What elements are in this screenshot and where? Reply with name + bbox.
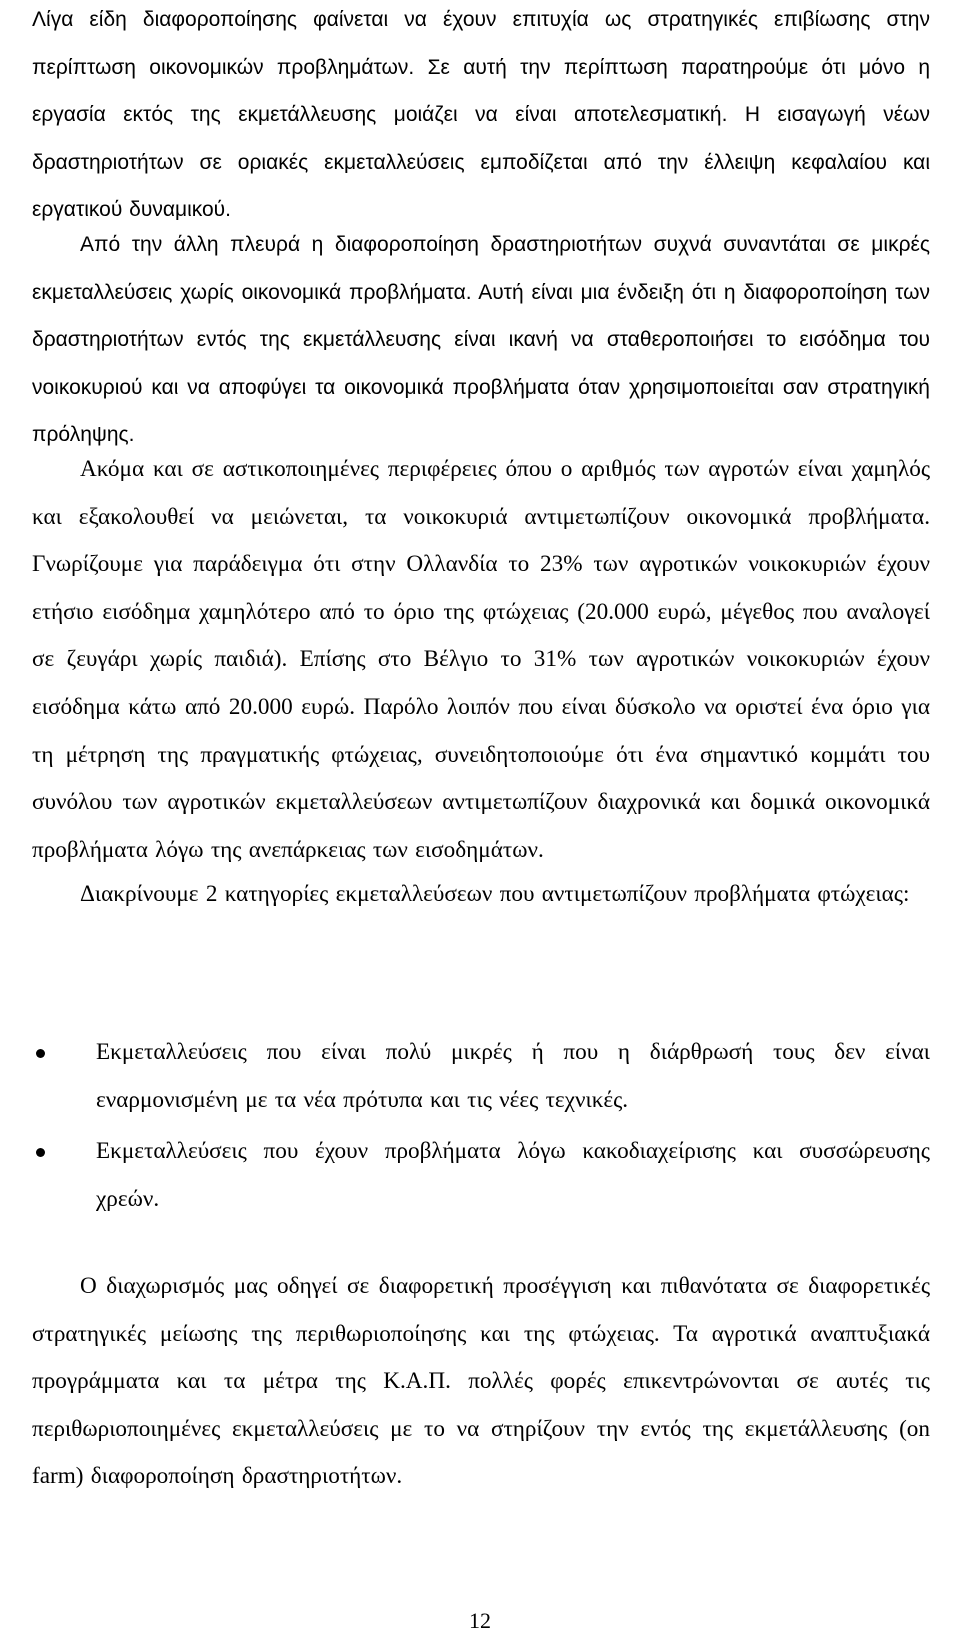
bullet-text: Εκμεταλλεύσεις που είναι πολύ μικρές ή που η διάρθρωσή τους δεν είναι εναρμονισμένη με τα νέα πρότυπα και τις νέες τεχνικές. bbox=[96, 1039, 930, 1113]
paragraph-diversification-survival: Λίγα είδη διαφοροποίησης φαίνεται να έχουν επιτυχία ως στρατηγικές επιβίωσης στην περίπτωση οικονομικών προβλημάτων. Σε αυτή την περίπτωση παρατηρούμε ότι μόνο η εργασία εκτός της εκμετάλλευσης μοιάζει να είναι αποτελεσματική. Η εισαγωγή νέων δραστηριοτήτων σε οριακές εκμεταλλεύσεις εμποδίζεται από την έλλειψη κεφαλαίου και εργατικού δυναμικού. bbox=[32, 8, 930, 222]
list-item bbox=[32, 1029, 930, 1124]
paragraph-poverty-categories-intro: Διακρίνουμε 2 κατηγορίες εκμεταλλεύσεων που αντιμετωπίζουν προβλήματα φτώχειας: bbox=[80, 881, 910, 907]
list-item bbox=[32, 1128, 930, 1223]
page-number: 12 bbox=[469, 1608, 491, 1633]
bullet-text: Εκμεταλλεύσεις που έχουν προβλήματα λόγω κακοδιαχείρισης και συσσώρευσης χρεών. bbox=[96, 1138, 930, 1212]
paragraph-urbanized-regions-poverty: Ακόμα και σε αστικοποιημένες περιφέρειες όπου ο αριθμός των αγροτών είναι χαμηλός και εξακολουθεί να μειώνεται, τα νοικοκυριά αντιμετωπίζουν οικονομικά προβλήματα. Γνωρίζουμε για παράδειγμα ότι στην Ολλανδία το 23% των αγροτικών νοικοκυριών έχουν ετήσιο εισόδημα χαμηλότερο από το όριο της φτώχειας (20.000 ευρώ, μέγεθος που αναλογεί σε ζευγάρι χωρίς παιδιά). Επίσης στο Βέλγιο το 31% των αγροτικών νοικοκυριών έχουν εισόδημα κάτω από 20.000 ευρώ. Παρόλο λοιπόν που είναι δύσκολο να οριστεί ένα όριο για τη μέτρηση της πραγματικής φτώχειας, συνειδητοποιούμε ότι ένα σημαντικό κομμάτι του συνόλου των αγροτικών εκμεταλλεύσεων αντιμετωπίζουν διαχρονικά και δομικά οικονομικά προβλήματα λόγω της ανεπάρκειας των εισοδημάτων. bbox=[32, 456, 930, 863]
bullet-icon bbox=[36, 1148, 45, 1157]
paragraph-small-farms-diversification: Από την άλλη πλευρά η διαφοροποίηση δραστηριοτήτων συχνά συναντάται σε μικρές εκμεταλλεύσεις χωρίς οικονομικά προβλήματα. Αυτή είναι μια ένδειξη ότι η διαφοροποίηση των δραστηριοτήτων εντός της εκμετάλλευσης είναι ικανή να σταθεροποιήσει το εισόδημα του νοικοκυριού και να αποφύγει τα οικονομικά προβλήματα όταν χρησιμοποιείται σαν στρατηγική πρόληψης. bbox=[32, 233, 930, 447]
bullet-icon bbox=[36, 1049, 45, 1058]
poverty-categories-list bbox=[32, 1029, 930, 1227]
paragraph-strategy-conclusion: Ο διαχωρισμός μας οδηγεί σε διαφορετική προσέγγιση και πιθανότατα σε διαφορετικές στρατηγικές μείωσης της περιθωριοποίησης και της φτώχειας. Τα αγροτικά αναπτυξιακά προγράμματα και τα μέτρα της Κ.Α.Π. πολλές φορές επικεντρώνονται σε αυτές τις περιθωριοποιημένες εκμεταλλεύσεις με το να στηρίζουν την εντός της εκμετάλλευσης (on farm) διαφοροποίηση δραστηριοτήτων. bbox=[32, 1273, 930, 1490]
